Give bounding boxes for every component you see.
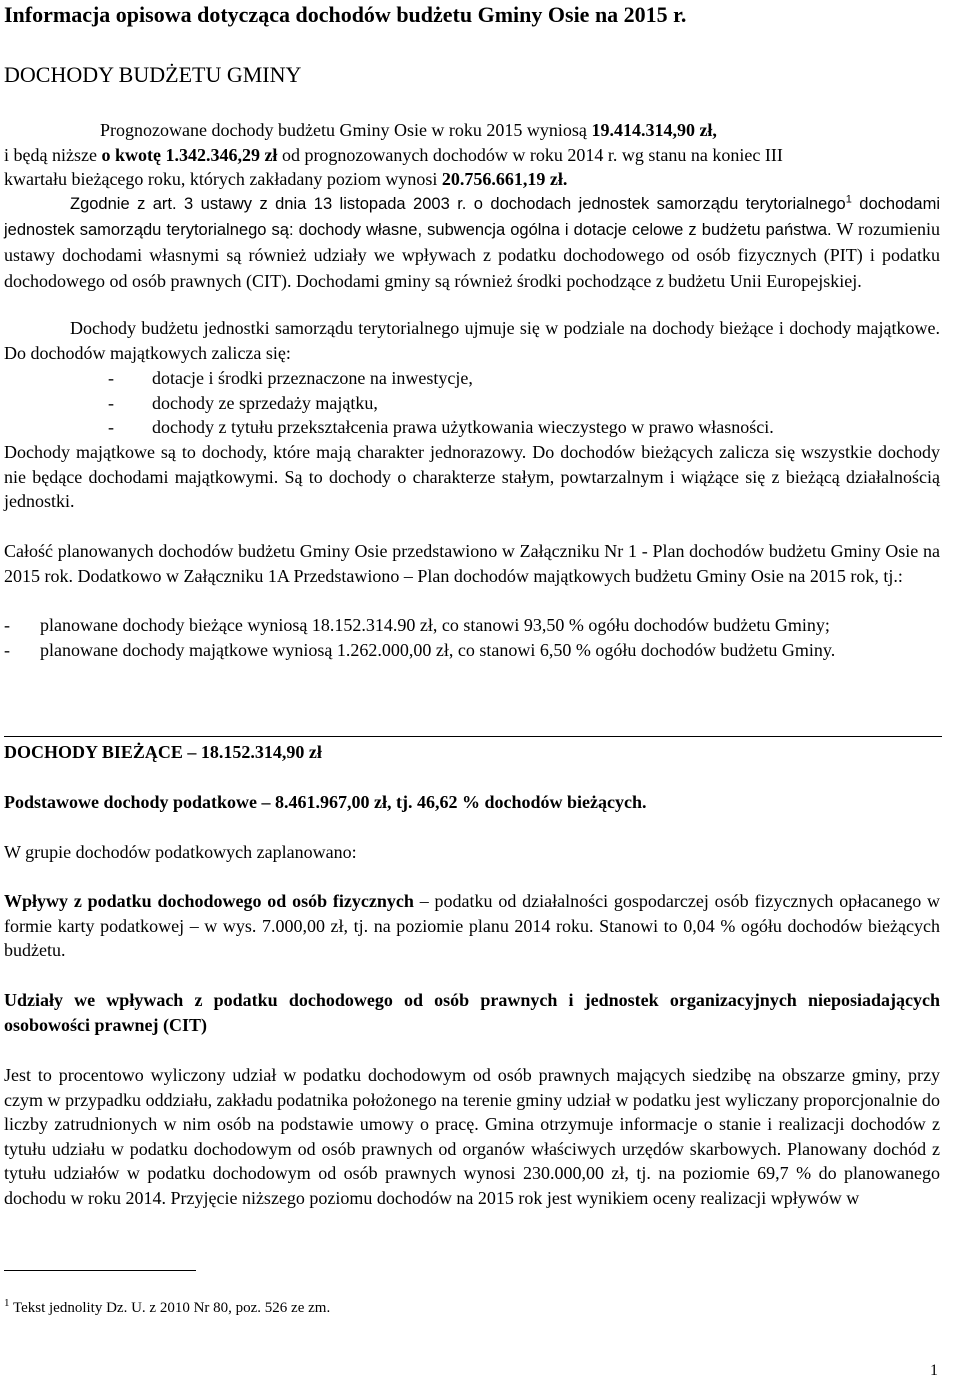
footnote-text: Tekst jednolity Dz. U. z 2010 Nr 80, poz. 526 ze zm. [9,1300,331,1316]
page-number: 1 [930,1361,938,1379]
wplywy-paragraph [4,889,940,963]
intro-text: kwartału bieżącego roku, których zakładany poziom wynosi [4,169,442,189]
list-item [4,366,940,391]
calosc-paragraph: Całość planowanych dochodów budżetu Gminy Osie przedstawiono w Załączniku Nr 1 - Plan dochodów budżetu Gminy Osie na 2015 rok. Dodatkowo w Załączniku 1A Przedstawiono – Plan dochodów majątkowych budżetu Gminy Osie na 2015 rok, tj.: [4,541,940,586]
list-item [4,613,940,638]
intro-paragraph [4,118,940,192]
prior-income-value: 20.756.661,19 zł. [441,169,568,189]
dash-bullet: - [4,639,10,660]
majatkowe-list [4,366,940,440]
footnote-marker: 1 [4,1297,10,1309]
decrease-value: o kwotę 1.342.346,29 zł [101,144,278,165]
list-item-text: dochody z tytułu przekształcenia prawa użytkowania wieczystego w prawo własności. [152,417,774,437]
footnote-marker: 1 [845,193,852,206]
dash-bullet: - [108,392,114,413]
cit-paragraph: Jest to procentowo wyliczony udział w podatku dochodowym od osób prawnych mających siedzibę na obszarze gminy, przy czym w przypadku oddziału, zakładu podatnika położonego na terenie gminy udział w podatku jest wyliczany proporcjonalnie do liczby zatrudnionych w nim osób na podstawie umowy o pracę. Gmina otrzymuje informacje o stanie i realizacji dochodów z tytułu udziału w podatku dochodowym od osób prawnych od organów właściwych urzędów skarbowych. Planowany dochód z tytułu udziałów w podatku dochodowym od osób prawnych wynosi 230.000,00 zł, tj. na poziomie 69,7 % do planowanego dochodu w roku 2014. Przyjęcie niższego poziomu dochodów na 2015 rok jest wynikiem oceny realizacji wpływów w [4,1065,940,1208]
document-title: Informacja opisowa dotycząca dochodów budżetu Gminy Osie na 2015 r. [4,2,687,27]
podstawowe-heading: Podstawowe dochody podatkowe – 8.461.967,00 zł, tj. 46,62 % dochodów bieżących. [4,792,647,812]
list-item-text: planowane dochody majątkowe wyniosą 1.262.000,00 zł, co stanowi 6,50 % ogółu dochodów budżetu Gminy. [40,639,836,660]
intro-text: i będą niższe [4,144,102,165]
zgodnie-paragraph [4,192,940,295]
plan-list [4,613,940,662]
biezace-heading: DOCHODY BIEŻĄCE – 18.152.314,90 zł [4,742,322,762]
udzialy-heading: Udziały we wpływach z podatku dochodowego od osób prawnych i jednostek organizacyjnych nieposiadających osobowości prawnej (CIT) [4,990,940,1035]
dash-bullet: - [4,615,10,635]
footnote [4,1296,940,1321]
paragraph-text: W rozumieniu ustawy dochodami własnymi są również udziały we wpływach z podatku dochodowego od osób fizycznych (PIT) i podatku dochodowego od osób prawnych (CIT). Dochodami gminy są również środki pochodzące z budżetu Unii Europejskiej. [4,219,940,291]
horizontal-rule [4,736,942,737]
section-heading: DOCHODY BUDŻETU GMINY [4,62,302,87]
majatkowe-definition: Dochody majątkowe są to dochody, które mają charakter jednorazowy. Do dochodów bieżących zalicza się wszystkie dochody nie będące dochodami majątkowymi. Są to dochody o charakterze stałym, powtarzalnym i wiążące się z bieżącą działalnością jednostki. [4,442,940,511]
paragraph-text: – podatku od działalności gospodarczej osób fizycznych opłacanego w formie karty podatkowej – w wys. 7.000,00 zł, tj. na poziomie planu 2014 roku. Stanowi to 0,04 % ogółu dochodów bieżących budżetu. [4,891,941,960]
intro-text: Prognozowane dochody budżetu Gminy Osie w roku 2015 wyniosą [100,120,592,140]
wplywy-title: Wpływy z podatku dochodowego od osób fizycznych [4,891,414,911]
list-item-text: dochody ze sprzedaży majątku, [152,392,378,413]
dash-bullet: - [108,368,114,388]
grupa-line: W grupie dochodów podatkowych zaplanowano: [4,842,357,862]
list-item [4,415,940,440]
dash-bullet: - [108,417,114,437]
list-item-text: dotacje i środki przeznaczone na inwestycje, [152,368,473,388]
total-income-value: 19.414.314,90 zł, [591,120,717,140]
list-item-text: planowane dochody bieżące wyniosą 18.152.314.90 zł, co stanowi 93,50 % ogółu dochodów budżetu Gminy; [40,615,830,635]
list-item [4,638,940,663]
paragraph-text: Zgodnie z art. 3 ustawy z dnia 13 listopada 2003 r. o dochodach jednostek samorządu terytorialnego [70,195,846,213]
footnote-separator [4,1270,196,1271]
podzial-paragraph: Dochody budżetu jednostki samorządu terytorialnego ujmuje się w podziale na dochody bieżące i dochody majątkowe. Do dochodów majątkowych zalicza się: [4,318,940,363]
list-item [4,391,940,416]
intro-text: od prognozowanych dochodów w roku 2014 r. wg stanu na koniec III [277,144,783,165]
paragraph-text: dochodami jednostek samorządu terytorialnego są: dochody własne, subwencja ogólna i dotacje celowe z budżetu państwa. [4,195,941,239]
